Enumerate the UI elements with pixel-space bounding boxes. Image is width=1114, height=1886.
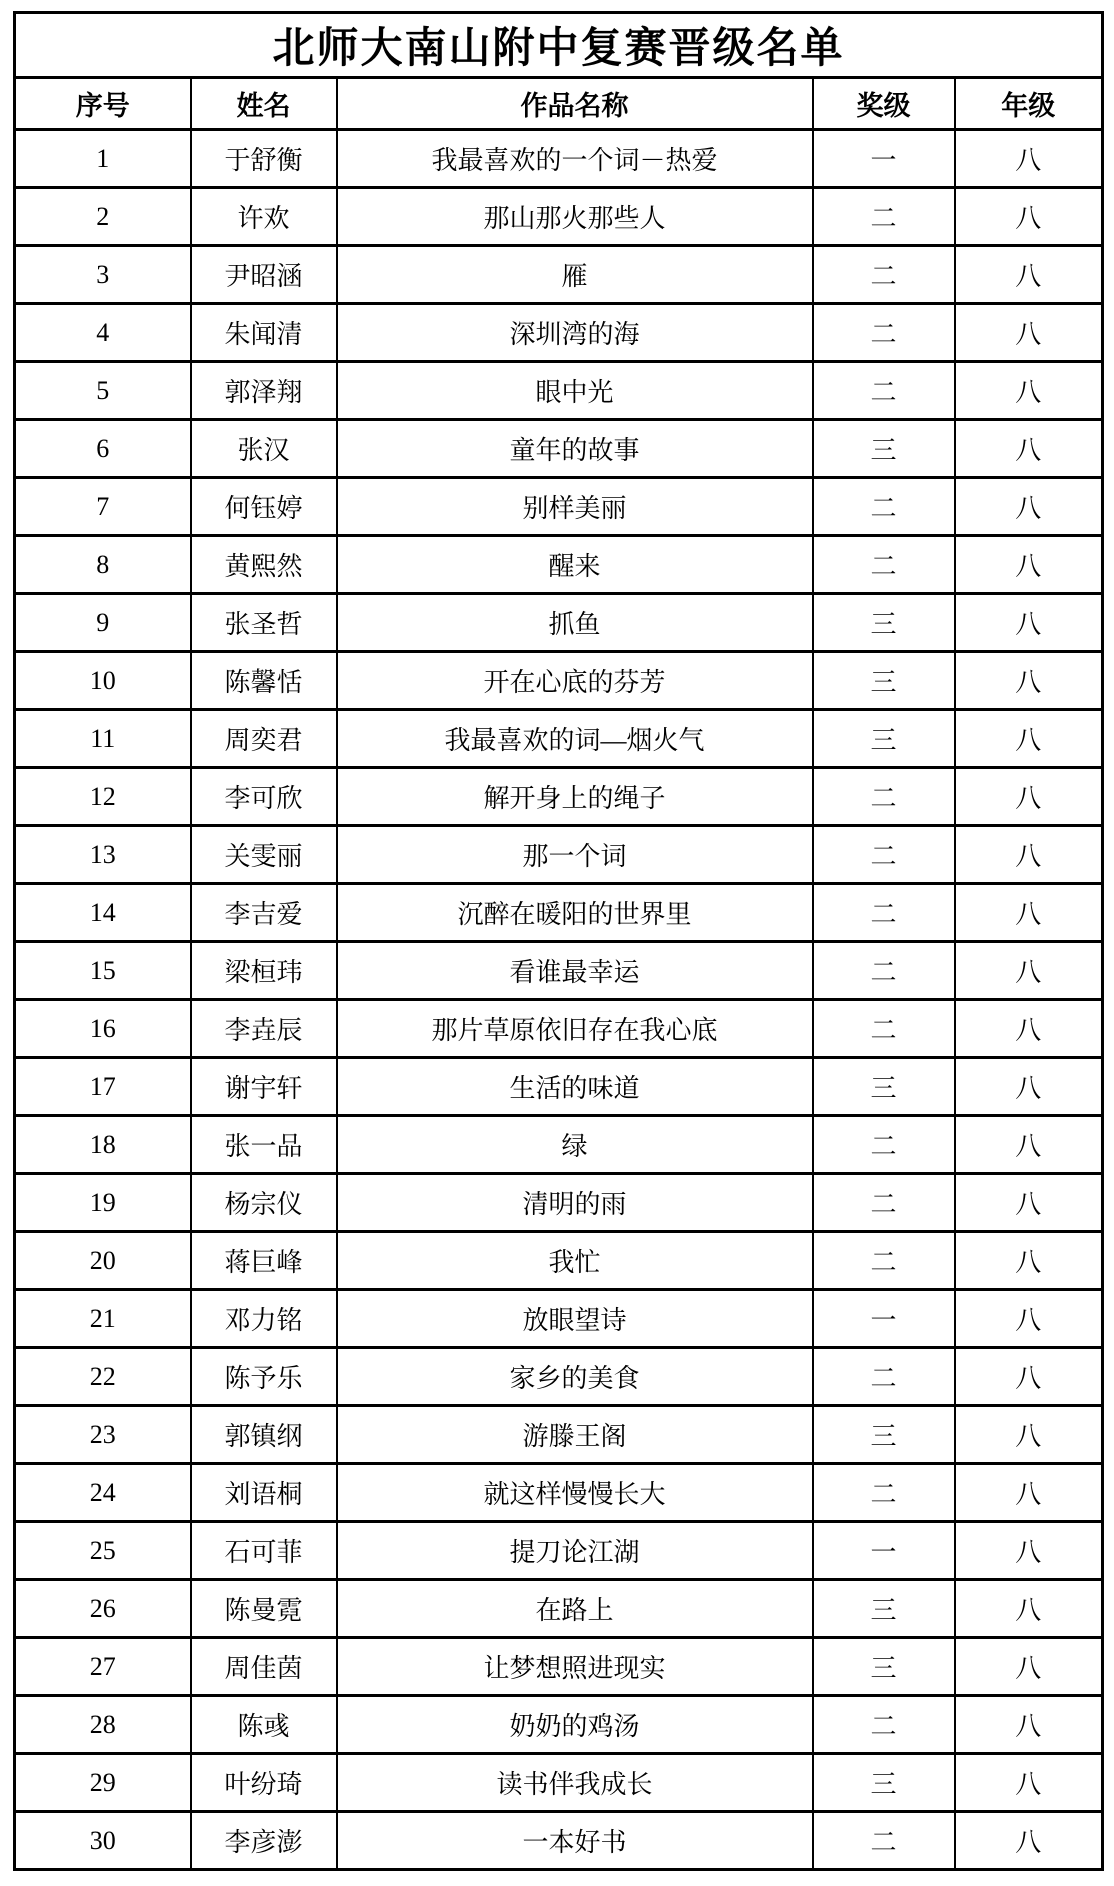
table-row	[15, 1174, 1103, 1232]
cell-award: 三	[813, 1638, 955, 1696]
col-header-grade: 年级	[955, 78, 1103, 130]
cell-name: 郭泽翔	[191, 362, 337, 420]
table-row	[15, 884, 1103, 942]
cell-award: 二	[813, 1232, 955, 1290]
cell-award: 二	[813, 1000, 955, 1058]
cell-work: 解开身上的绳子	[337, 768, 813, 826]
cell-grade: 八	[955, 420, 1103, 478]
cell-name: 黄熙然	[191, 536, 337, 594]
cell-no: 20	[15, 1232, 191, 1290]
table-row	[15, 1348, 1103, 1406]
cell-work: 别样美丽	[337, 478, 813, 536]
cell-name: 张一品	[191, 1116, 337, 1174]
cell-work: 放眼望诗	[337, 1290, 813, 1348]
cell-name: 邓力铭	[191, 1290, 337, 1348]
cell-grade: 八	[955, 1116, 1103, 1174]
cell-no: 3	[15, 246, 191, 304]
cell-name: 周佳茵	[191, 1638, 337, 1696]
cell-name: 刘语桐	[191, 1464, 337, 1522]
cell-work: 生活的味道	[337, 1058, 813, 1116]
cell-no: 13	[15, 826, 191, 884]
cell-grade: 八	[955, 1812, 1103, 1870]
cell-no: 4	[15, 304, 191, 362]
cell-grade: 八	[955, 246, 1103, 304]
cell-no: 10	[15, 652, 191, 710]
table-row	[15, 1812, 1103, 1870]
cell-grade: 八	[955, 1174, 1103, 1232]
cell-no: 7	[15, 478, 191, 536]
cell-work: 醒来	[337, 536, 813, 594]
table-row	[15, 304, 1103, 362]
table-row	[15, 1290, 1103, 1348]
cell-grade: 八	[955, 1754, 1103, 1812]
cell-work: 我忙	[337, 1232, 813, 1290]
cell-grade: 八	[955, 652, 1103, 710]
cell-no: 24	[15, 1464, 191, 1522]
cell-name: 叶纷琦	[191, 1754, 337, 1812]
table-title: 北师大南山附中复赛晋级名单	[15, 13, 1103, 78]
cell-grade: 八	[955, 1696, 1103, 1754]
cell-name: 石可菲	[191, 1522, 337, 1580]
cell-grade: 八	[955, 1406, 1103, 1464]
table-row	[15, 652, 1103, 710]
cell-name: 李彦澎	[191, 1812, 337, 1870]
col-header-no: 序号	[15, 78, 191, 130]
cell-no: 26	[15, 1580, 191, 1638]
cell-name: 陈彧	[191, 1696, 337, 1754]
cell-name: 李垚辰	[191, 1000, 337, 1058]
cell-no: 5	[15, 362, 191, 420]
cell-no: 15	[15, 942, 191, 1000]
cell-award: 一	[813, 1290, 955, 1348]
cell-name: 李吉爱	[191, 884, 337, 942]
cell-work: 童年的故事	[337, 420, 813, 478]
cell-no: 8	[15, 536, 191, 594]
cell-work: 眼中光	[337, 362, 813, 420]
cell-work: 提刀论江湖	[337, 1522, 813, 1580]
cell-grade: 八	[955, 884, 1103, 942]
table-row	[15, 1000, 1103, 1058]
cell-grade: 八	[955, 710, 1103, 768]
table-row	[15, 1058, 1103, 1116]
cell-no: 28	[15, 1696, 191, 1754]
cell-no: 18	[15, 1116, 191, 1174]
table-row	[15, 768, 1103, 826]
cell-work: 开在心底的芬芳	[337, 652, 813, 710]
table-row	[15, 478, 1103, 536]
cell-award: 二	[813, 246, 955, 304]
cell-grade: 八	[955, 362, 1103, 420]
cell-award: 二	[813, 1174, 955, 1232]
cell-award: 一	[813, 130, 955, 188]
table-row	[15, 1696, 1103, 1754]
cell-grade: 八	[955, 188, 1103, 246]
cell-work: 我最喜欢的一个词－热爱	[337, 130, 813, 188]
cell-award: 一	[813, 1522, 955, 1580]
cell-grade: 八	[955, 1464, 1103, 1522]
cell-no: 14	[15, 884, 191, 942]
cell-work: 读书伴我成长	[337, 1754, 813, 1812]
cell-work: 那山那火那些人	[337, 188, 813, 246]
cell-no: 2	[15, 188, 191, 246]
cell-award: 二	[813, 362, 955, 420]
table-row	[15, 826, 1103, 884]
cell-award: 二	[813, 826, 955, 884]
table-body	[15, 130, 1103, 1870]
cell-grade: 八	[955, 130, 1103, 188]
cell-work: 奶奶的鸡汤	[337, 1696, 813, 1754]
cell-name: 陈馨恬	[191, 652, 337, 710]
cell-award: 二	[813, 536, 955, 594]
cell-award: 三	[813, 420, 955, 478]
table-row	[15, 1638, 1103, 1696]
cell-award: 二	[813, 1116, 955, 1174]
cell-award: 三	[813, 652, 955, 710]
col-header-work: 作品名称	[337, 78, 813, 130]
table-row	[15, 1580, 1103, 1638]
cell-no: 17	[15, 1058, 191, 1116]
cell-work: 沉醉在暖阳的世界里	[337, 884, 813, 942]
cell-grade: 八	[955, 826, 1103, 884]
cell-no: 29	[15, 1754, 191, 1812]
cell-name: 尹昭涵	[191, 246, 337, 304]
table-row	[15, 130, 1103, 188]
cell-work: 在路上	[337, 1580, 813, 1638]
cell-award: 三	[813, 1406, 955, 1464]
cell-grade: 八	[955, 942, 1103, 1000]
table-row	[15, 1754, 1103, 1812]
cell-award: 三	[813, 594, 955, 652]
cell-work: 一本好书	[337, 1812, 813, 1870]
cell-name: 何钰婷	[191, 478, 337, 536]
cell-name: 张汉	[191, 420, 337, 478]
cell-name: 杨宗仪	[191, 1174, 337, 1232]
cell-grade: 八	[955, 594, 1103, 652]
col-header-name: 姓名	[191, 78, 337, 130]
cell-work: 游滕王阁	[337, 1406, 813, 1464]
cell-name: 陈曼霓	[191, 1580, 337, 1638]
cell-work: 我最喜欢的词—烟火气	[337, 710, 813, 768]
cell-name: 张圣哲	[191, 594, 337, 652]
cell-grade: 八	[955, 1522, 1103, 1580]
cell-grade: 八	[955, 1638, 1103, 1696]
cell-award: 二	[813, 478, 955, 536]
cell-name: 关雯丽	[191, 826, 337, 884]
cell-award: 二	[813, 1696, 955, 1754]
cell-name: 李可欣	[191, 768, 337, 826]
cell-award: 二	[813, 942, 955, 1000]
cell-grade: 八	[955, 478, 1103, 536]
cell-name: 梁桓玮	[191, 942, 337, 1000]
cell-grade: 八	[955, 1058, 1103, 1116]
cell-work: 抓鱼	[337, 594, 813, 652]
cell-work: 绿	[337, 1116, 813, 1174]
cell-work: 让梦想照进现实	[337, 1638, 813, 1696]
table-row	[15, 594, 1103, 652]
cell-grade: 八	[955, 1290, 1103, 1348]
table-row	[15, 942, 1103, 1000]
cell-grade: 八	[955, 768, 1103, 826]
cell-work: 那片草原依旧存在我心底	[337, 1000, 813, 1058]
cell-work: 那一个词	[337, 826, 813, 884]
cell-no: 12	[15, 768, 191, 826]
cell-work: 家乡的美食	[337, 1348, 813, 1406]
cell-no: 19	[15, 1174, 191, 1232]
col-header-award: 奖级	[813, 78, 955, 130]
table-row	[15, 536, 1103, 594]
cell-name: 蒋巨峰	[191, 1232, 337, 1290]
cell-award: 三	[813, 1580, 955, 1638]
cell-no: 23	[15, 1406, 191, 1464]
cell-name: 周奕君	[191, 710, 337, 768]
cell-no: 25	[15, 1522, 191, 1580]
cell-grade: 八	[955, 1232, 1103, 1290]
cell-award: 二	[813, 1464, 955, 1522]
cell-name: 陈予乐	[191, 1348, 337, 1406]
cell-work: 深圳湾的海	[337, 304, 813, 362]
cell-no: 1	[15, 130, 191, 188]
cell-work: 就这样慢慢长大	[337, 1464, 813, 1522]
cell-grade: 八	[955, 536, 1103, 594]
cell-work: 看谁最幸运	[337, 942, 813, 1000]
cell-no: 16	[15, 1000, 191, 1058]
promotion-roster-table	[13, 11, 1104, 1871]
cell-no: 30	[15, 1812, 191, 1870]
cell-name: 郭镇纲	[191, 1406, 337, 1464]
table-row	[15, 1232, 1103, 1290]
cell-award: 二	[813, 1812, 955, 1870]
cell-name: 朱闻清	[191, 304, 337, 362]
cell-no: 22	[15, 1348, 191, 1406]
table-row	[15, 1522, 1103, 1580]
table-row	[15, 1406, 1103, 1464]
cell-no: 9	[15, 594, 191, 652]
cell-name: 于舒衡	[191, 130, 337, 188]
cell-award: 二	[813, 768, 955, 826]
table-row	[15, 1116, 1103, 1174]
cell-award: 二	[813, 1348, 955, 1406]
table-title-row	[15, 13, 1103, 78]
cell-award: 二	[813, 188, 955, 246]
cell-work: 清明的雨	[337, 1174, 813, 1232]
table-row	[15, 246, 1103, 304]
cell-award: 二	[813, 884, 955, 942]
table-row	[15, 362, 1103, 420]
cell-no: 27	[15, 1638, 191, 1696]
cell-no: 6	[15, 420, 191, 478]
cell-grade: 八	[955, 304, 1103, 362]
table-header-row	[15, 78, 1103, 130]
table-row	[15, 1464, 1103, 1522]
cell-grade: 八	[955, 1580, 1103, 1638]
cell-name: 谢宇轩	[191, 1058, 337, 1116]
cell-grade: 八	[955, 1000, 1103, 1058]
cell-no: 21	[15, 1290, 191, 1348]
cell-no: 11	[15, 710, 191, 768]
cell-grade: 八	[955, 1348, 1103, 1406]
cell-name: 许欢	[191, 188, 337, 246]
cell-work: 雁	[337, 246, 813, 304]
table-row	[15, 188, 1103, 246]
cell-award: 二	[813, 304, 955, 362]
table-row	[15, 710, 1103, 768]
cell-award: 三	[813, 1754, 955, 1812]
cell-award: 三	[813, 710, 955, 768]
table-row	[15, 420, 1103, 478]
cell-award: 三	[813, 1058, 955, 1116]
